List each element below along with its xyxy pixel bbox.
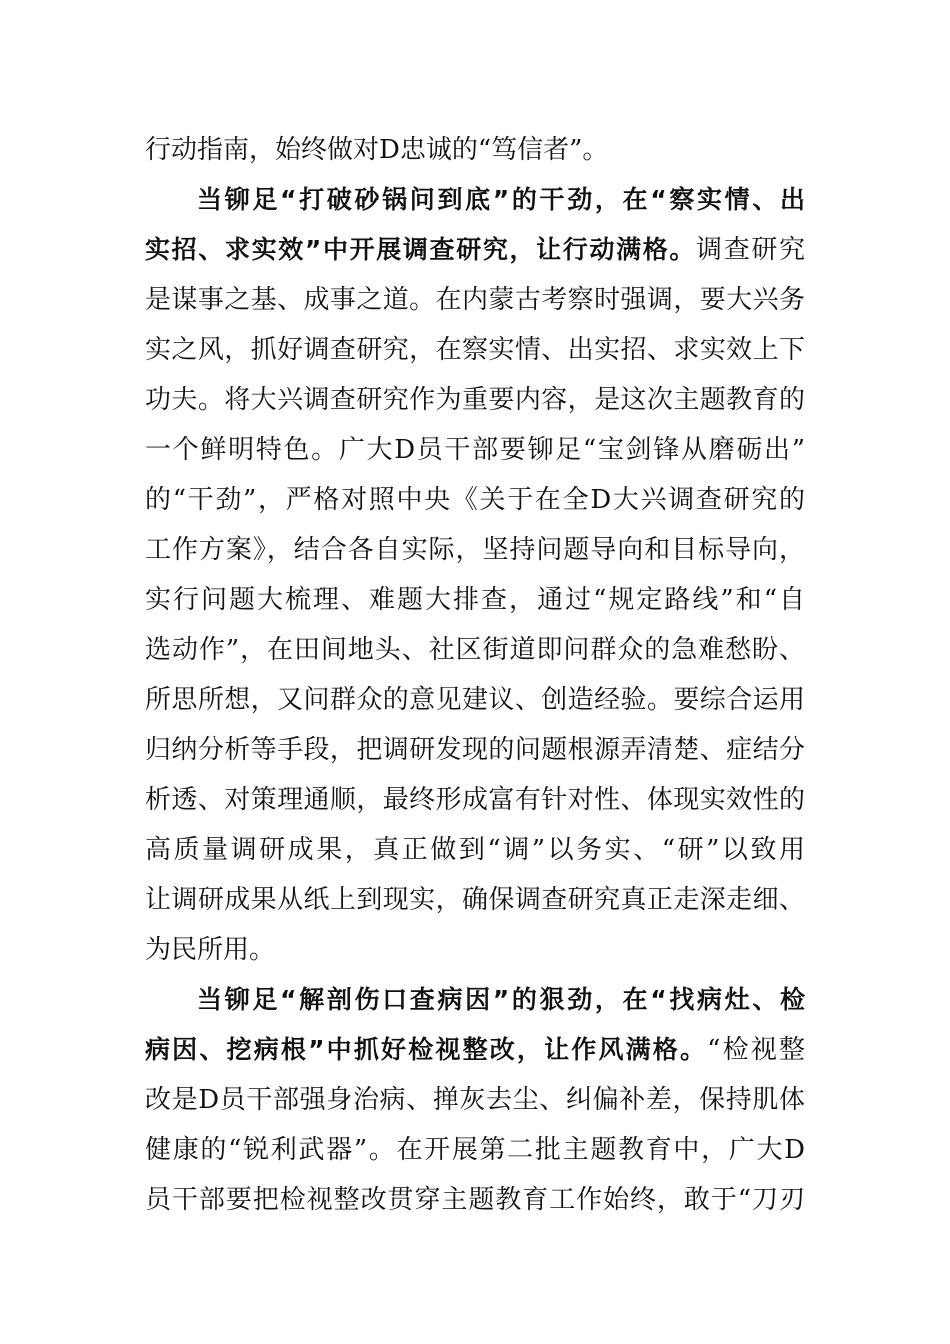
heading-text: 实招、求实效”中开展调查研究，让行动满格。: [145, 235, 697, 264]
paragraph-line: [145, 675, 805, 725]
line-text: 的“干劲”，严格对照中央《关于在全D大兴调查研究的: [145, 485, 805, 515]
line-text: 一个鲜明特色。广大D员干部要铆足“宝剑锋从磨砺出”: [145, 435, 805, 465]
line-text: 所思所想，又问群众的意见建议、创造经验。要综合运用: [145, 685, 805, 715]
paragraph-heading-line: [145, 225, 805, 275]
paragraph-line: [145, 875, 805, 925]
line-text: 改是D员干部强身治病、掸灰去尘、纠偏补差，保持肌体: [145, 1085, 805, 1115]
line-text: 高质量调研成果，真正做到“调”以务实、“研”以致用: [145, 835, 805, 865]
heading-text: 当铆足“解剖伤口查病因”的狠劲，在“找病灶、检: [197, 985, 805, 1014]
line-text: 是谋事之基、成事之道。在内蒙古考察时强调，要大兴务: [145, 285, 805, 315]
paragraph-line: [145, 375, 805, 425]
line-text: 让调研成果从纸上到现实，确保调查研究真正走深走细、: [145, 885, 805, 915]
line-text: 健康的“锐利武器”。在开展第二批主题教育中，广大D: [145, 1135, 805, 1165]
paragraph-line: [145, 575, 805, 625]
line-text: “检视整: [707, 1035, 805, 1065]
paragraph-line: [145, 1075, 805, 1125]
paragraph-line: [145, 1175, 805, 1225]
paragraph-line: [145, 325, 805, 375]
paragraph-line: [145, 525, 805, 575]
paragraph-line: [145, 425, 805, 475]
line-text: 选动作”，在田间地头、社区街道即问群众的急难愁盼、: [145, 635, 805, 665]
paragraph-heading-line: [145, 975, 805, 1025]
line-text: 析透、对策理通顺，最终形成富有针对性、体现实效性的: [145, 785, 805, 815]
paragraph-heading-line: [145, 175, 805, 225]
paragraph-line: [145, 925, 805, 975]
paragraph-line: [145, 625, 805, 675]
paragraph-line: [145, 775, 805, 825]
paragraph-line: [145, 475, 805, 525]
paragraph-line: [145, 1125, 805, 1175]
line-text: 工作方案》，结合各自实际，坚持问题导向和目标导向，: [145, 535, 805, 565]
heading-text: 当铆足“打破砂锅问到底”的干劲，在“察实情、出: [197, 185, 805, 214]
line-text: 调查研究: [696, 235, 805, 265]
paragraph-line: [145, 825, 805, 875]
paragraph-heading-line: [145, 1025, 805, 1075]
line-text: 实之风，抓好调查研究，在察实情、出实招、求实效上下: [145, 335, 805, 365]
line-text: 归纳分析等手段，把调研发现的问题根源弄清楚、症结分: [145, 735, 805, 765]
line-text: 实行问题大梳理、难题大排查，通过“规定路线”和“自: [145, 585, 805, 615]
paragraph-line: [145, 725, 805, 775]
line-text: 功夫。将大兴调查研究作为重要内容，是这次主题教育的: [145, 385, 805, 415]
heading-text: 病因、挖病根”中抓好检视整改，让作风满格。: [145, 1035, 708, 1064]
line-text: 员干部要把检视整改贯穿主题教育工作始终，敢于“刀刃: [145, 1185, 805, 1215]
line-text: 为民所用。: [145, 935, 276, 965]
line-text: 行动指南，始终做对D忠诚的“笃信者”。: [145, 135, 609, 165]
body-text: [145, 125, 805, 1225]
paragraph-line: [145, 125, 805, 175]
paragraph-line: [145, 275, 805, 325]
